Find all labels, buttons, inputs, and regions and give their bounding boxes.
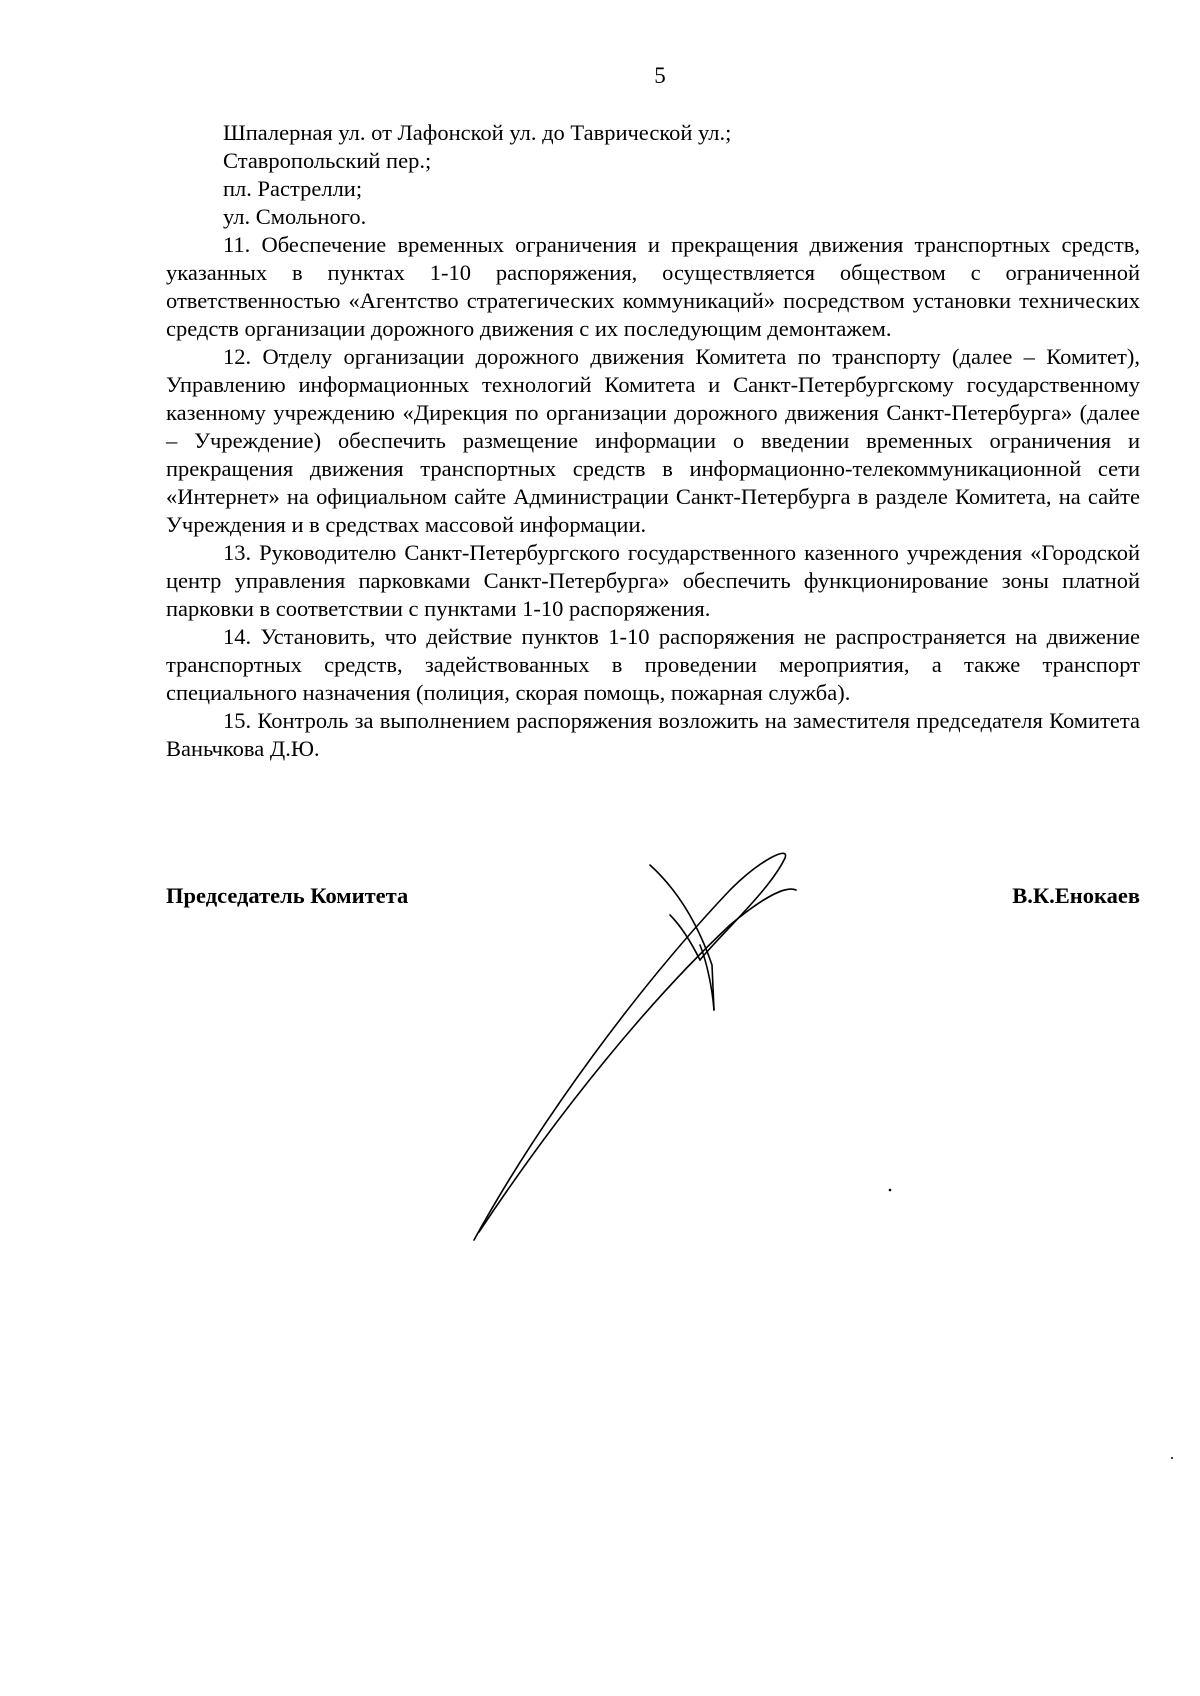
paragraph-11: 11. Обеспечение временных ограничения и прекращения движения транспортных средств, указанных в пунктах 1-10 распоряжения, осуществляется обществом с ограниченной ответственностью «Агентство стратегических коммуникаций» посредством установки технических средств организации дорожного движения с их последующим демонтажем. — [166, 232, 1140, 341]
street-item: пл. Растрелли; — [223, 176, 363, 201]
document-body — [166, 119, 1140, 763]
street-item: ул. Смольного. — [223, 204, 367, 229]
paragraph-14: 14. Установить, что действие пунктов 1-10 распоряжения не распространяется на движение транспортных средств, задействованных в проведении мероприятия, а также транспорт специального назначения (полиция, скорая помощь, пожарная служба). — [166, 624, 1140, 705]
paragraph-15: 15. Контроль за выполнением распоряжения возложить на заместителя председателя Комитета Ваньчкова Д.Ю. — [166, 708, 1140, 761]
signatory-name: В.К.Енокаев — [1012, 883, 1140, 908]
paragraph-12: 12. Отделу организации дорожного движения Комитета по транспорту (далее – Комитет), Управлению информационных технологий Комитета и Санкт-Петербургскому государственному казенному учреждению «Дирекция по организации дорожного движения Санкт-Петербурга» (далее – Учреждение) обеспечить размещение информации о введении временных ограничения и прекращения движения транспортных средств в информационно-телекоммуникационной сети «Интернет» на официальном сайте Администрации Санкт-Петербурга в разделе Комитета, на сайте Учреждения и в средствах массовой информации. — [166, 344, 1140, 537]
paragraph-13: 13. Руководителю Санкт-Петербургского государственного казенного учреждения «Городской центр управления парковками Санкт-Петербурга» обеспечить функционирование зоны платной парковки в соответствии с пунктами 1-10 распоряжения. — [166, 540, 1140, 621]
signatory-title: Председатель Комитета — [166, 883, 409, 908]
street-item: Ставропольский пер.; — [223, 148, 432, 173]
page-number: 5 — [654, 63, 666, 88]
street-item: Шпалерная ул. от Лафонской ул. до Таврической ул.; — [223, 120, 732, 145]
